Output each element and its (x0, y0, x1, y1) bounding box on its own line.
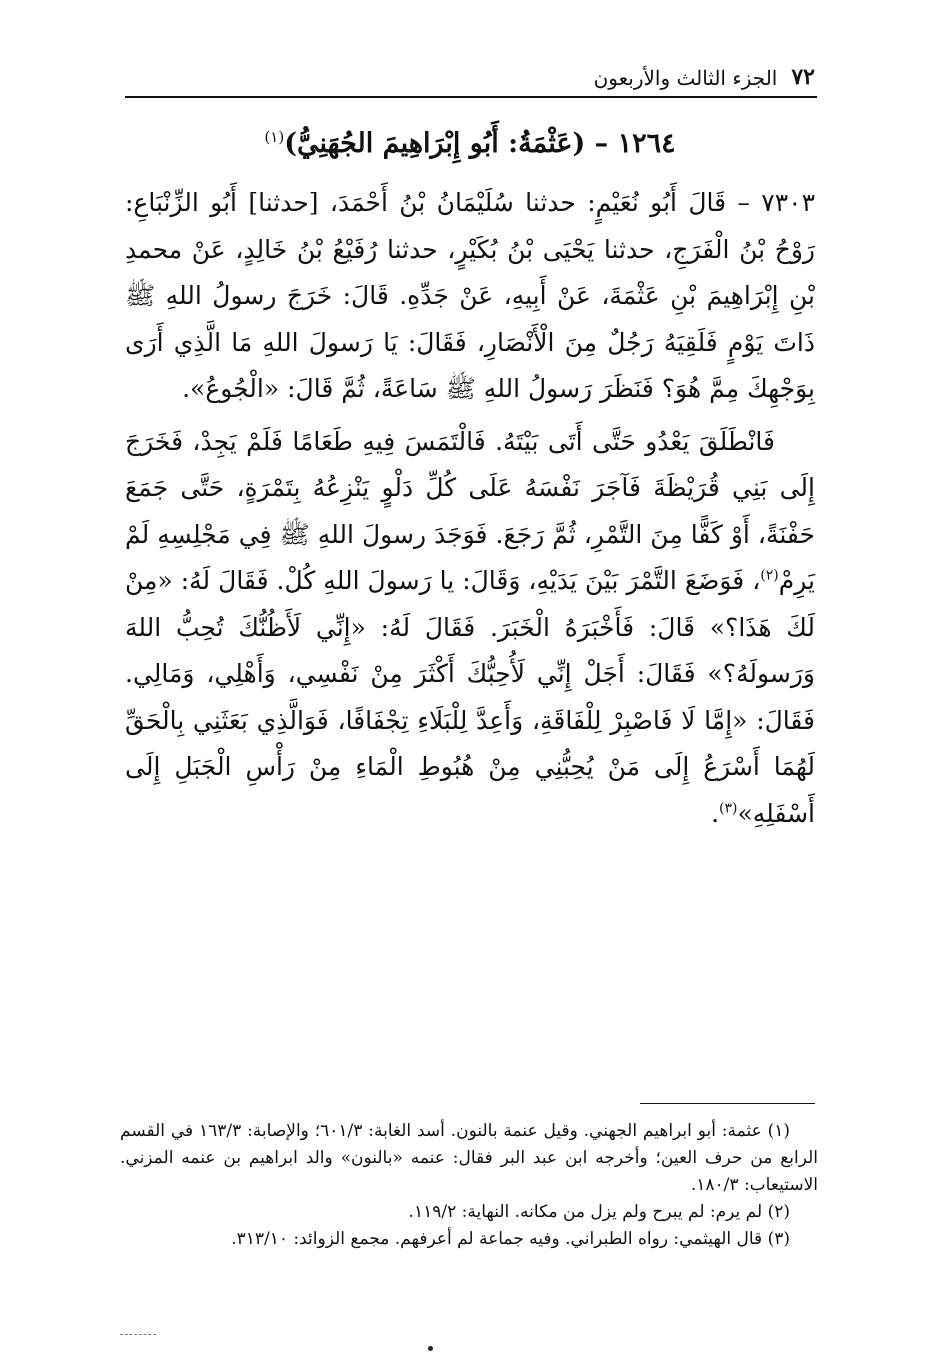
hadith-text (125, 180, 815, 837)
header-rule (125, 96, 817, 98)
footnote-rule (640, 1103, 815, 1104)
entry-title (125, 128, 815, 159)
footnote-1: (١) عثمة: أبو ابراهيم الجهني. وقيل عنمة بالنون. أسد الغابة: ٦٠١/٣؛ والإصابة: ١٦٣/٣ في القسم الرابع من حرف العين؛ وأخرجه ابن عبد البر فقال: عنمه «بالنون» والد ابراهيم بن عنمه المزني. الاستيعاب: ١٨٠/٣. (120, 1121, 818, 1195)
footnote-ref-1: (١) (264, 128, 285, 146)
footnote-2: (٢) لم يرم: لم يبرح ولم يزل من مكانه. النهاية: ١١٩/٢. (408, 1202, 790, 1222)
entry-title-text: ١٢٦٤ – (عَثْمَةُ: أَبُو إِبْرَاهِيمَ الجُهَنِيُّ) (284, 128, 676, 159)
running-title: الجزء الثالث والأربعون (593, 66, 778, 90)
footnote-3: (٣) قال الهيثمي: رواه الطبراني. وفيه جماعة لم أعرفهم. مجمع الزوائد: ٣١٣/١٠. (231, 1229, 790, 1249)
paragraph-2-end: . (711, 798, 720, 828)
paragraph-2-part-b: ، فَوَضَعَ التَّمْرَ بَيْنَ يَدَيْهِ، وَقَالَ: يا رَسولَ اللهِ كُلْ. فَقَالَ لَهُ: «مِنْ لَكَ هَذَا؟» قَالَ: فَأَخْبَرَهُ الْخَبَرَ. فَقَالَ لَهُ: «إِنِّي لَأَظُنُّكَ تُحِبُّ اللهَ وَرَسولَهُ؟» فَقَالَ: أَجَلْ إِنِّي لَأُحِبُّكَ أَكْثَرَ مِنْ نَفْسِي، وَأَهْلِي، وَمَالِي. فَقَالَ: «إِمَّا لَا فَاصْبِرْ لِلْفَاقَةِ، وَأَعِدَّ لِلْبَلَاءِ تِجْفَافًا، فَوَالَّذِي بَعَثَنِي بِالْحَقِّ لَهُمَا أَسْرَعُ إِلَى مَنْ يُحِبُّنِي مِنْ هُبُوطِ الْمَاءِ مِنْ رَأْسِ الْجَبَلِ إِلَى أَسْفَلِهِ» (125, 566, 815, 828)
paragraph-1: ٧٣٠٣ – قَالَ أَبُو نُعَيْمٍ: حدثنا سُلَيْمَانُ بْنُ أَحْمَدَ، [حدثنا] أَبُو الزِّنْبَاعِ: رَوْحُ بْنُ الْفَرَجِ، حدثنا يَحْيَى بْنُ بُكَيْرٍ، حدثنا رُفَيْعُ بْنُ خَالِدٍ، عَنْ محمدِ بْنِ إِبْرَاهِيمَ بْنِ عَثْمَةَ، عَنْ أَبِيهِ، عَنْ جَدِّهِ. قَالَ: خَرَجَ رسولُ اللهِ ﷺ ذَاتَ يَوْمٍ فَلَقِيَهُ رَجُلٌ مِنَ الْأَنْصَارِ، فَقَالَ: يَا رَسولَ اللهِ مَا الَّذِي أَرَى بِوَجْهِكَ مِمَّ هُوَ؟ فَنَظَرَ رَسولُ اللهِ ﷺ سَاعَةً، ثُمَّ قَالَ: «الْجُوعُ». (125, 188, 815, 403)
footnotes (120, 1118, 818, 1253)
paragraph-2 (125, 419, 815, 838)
footnote-ref-3: (٣) (719, 800, 738, 817)
scan-dot (428, 1346, 433, 1351)
paragraph-2-part-a: فَانْطَلَقَ يَعْدُو حَتَّى أَتَى بَيْتَهُ. فَالْتَمَسَ فِيهِ طَعَامًا فَلَمْ يَجِدْ، فَخَرَجَ إِلَى بَنِي قُرَيْظَةَ فَآجَرَ نَفْسَهُ عَلَى كُلِّ دَلْوٍ يَنْزِعُهُ بِتَمْرَةٍ، حَتَّى جَمَعَ حَفْنَةً، أَوْ كَفًّا مِنَ التَّمْرِ، ثُمَّ رَجَعَ. فَوَجَدَ رسولَ اللهِ ﷺ فِي مَجْلِسِهِ لَمْ يَرِمْ (125, 426, 815, 595)
footnote-ref-2: (٢) (760, 567, 779, 584)
page-number: ٧٢ (791, 64, 815, 90)
running-head (125, 58, 815, 90)
scan-edge-mark (120, 1334, 156, 1335)
